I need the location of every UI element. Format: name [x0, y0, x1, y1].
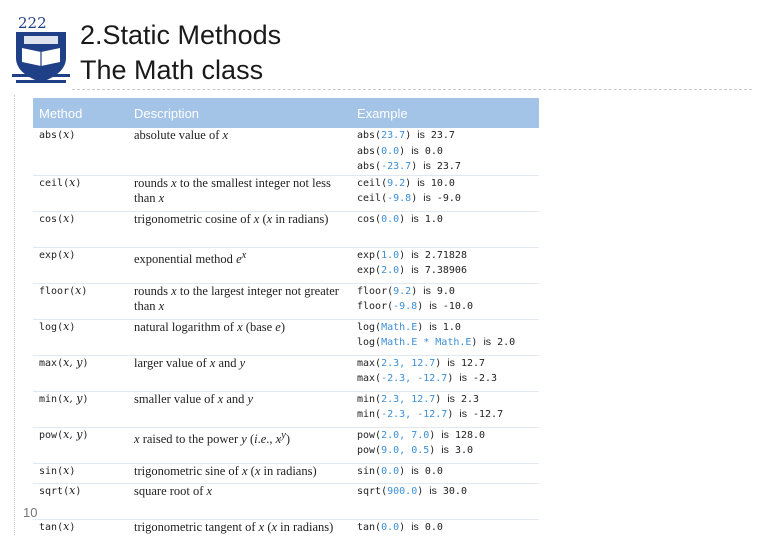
- example-arg: -9.8: [387, 193, 412, 204]
- math-variable: x: [241, 463, 248, 478]
- example-cell: [351, 483, 539, 519]
- example-result: 1.0: [442, 321, 461, 333]
- math-variable: y: [241, 431, 247, 446]
- method-args: x: [63, 319, 70, 333]
- example-line: max(2.3, 12.7) is 12.7: [357, 356, 486, 369]
- example-result: 9.0: [436, 285, 455, 297]
- example-arg: Math.E * Math.E: [381, 337, 472, 348]
- example-line: floor(9.2) is 9.0: [357, 284, 455, 297]
- example-is: is: [447, 356, 455, 369]
- math-variable: e: [260, 431, 267, 446]
- table-row: [33, 355, 539, 391]
- table-row: [33, 391, 539, 427]
- example-line: ceil(9.2) is 10.0: [357, 176, 455, 189]
- table-row: [33, 247, 539, 283]
- example-line: sin(0.0) is 0.0: [357, 464, 443, 477]
- table-body: [33, 128, 539, 555]
- example-result: 128.0: [454, 429, 486, 441]
- example-line: exp(1.0) is 2.71828: [357, 248, 467, 261]
- method-cell: tan(x): [39, 519, 76, 533]
- example-line: tan(0.0) is 0.0: [357, 520, 443, 533]
- example-arg: -9.8: [393, 301, 418, 312]
- example-cell: [351, 391, 539, 427]
- example-line: floor(-9.8) is -10.0: [357, 300, 473, 312]
- example-result: 12.7: [460, 357, 486, 369]
- example-result: 2.3: [460, 393, 480, 405]
- example-result: 3.0: [454, 445, 473, 456]
- math-variable: y: [239, 355, 246, 370]
- description-cell: exponential method $e^x$: [128, 247, 351, 283]
- math-variable: x: [258, 519, 265, 534]
- math-variable: e: [236, 251, 242, 266]
- example-is: is: [441, 428, 449, 441]
- example-is: is: [411, 464, 419, 477]
- header-example: Example: [351, 98, 539, 128]
- example-result: 0.0: [424, 145, 443, 157]
- example-result: -12.7: [473, 409, 504, 420]
- example-result: 10.0: [430, 177, 455, 189]
- method-name: tan: [39, 521, 58, 533]
- example-arg: -23.7: [381, 161, 412, 172]
- example-result: -2.3: [473, 373, 498, 384]
- example-line: cos(0.0) is 1.0: [357, 212, 443, 225]
- example-is: is: [447, 392, 455, 405]
- method-args: x: [63, 211, 70, 225]
- example-is: is: [483, 336, 492, 348]
- table-row: [33, 519, 539, 555]
- example-cell: [351, 211, 539, 247]
- example-line: pow(2.0, 7.0) is 128.0: [357, 428, 486, 441]
- method-cell: log(x): [33, 319, 128, 355]
- example-is: is: [423, 284, 431, 297]
- example-result: 1.0: [424, 213, 443, 225]
- example-arg: 9.0, 0.5: [381, 445, 430, 456]
- math-variable: x: [158, 298, 165, 313]
- university-crest-logo: [10, 14, 72, 86]
- header-description: Description: [128, 98, 351, 128]
- svg-text:222: 222: [18, 14, 47, 32]
- example-line: ceil(-9.8) is -9.0: [357, 192, 461, 204]
- table-row: [33, 427, 539, 463]
- table-row: [33, 319, 539, 355]
- method-args: x: [63, 128, 70, 141]
- math-variable: x: [134, 431, 140, 446]
- method-args: x: [63, 463, 70, 477]
- example-result: -9.0: [436, 193, 461, 204]
- example-cell: [351, 355, 539, 391]
- header-method: Method: [33, 98, 128, 128]
- method-cell: sin(x): [33, 463, 128, 483]
- math-variable: x: [237, 319, 243, 334]
- example-result: 0.0: [424, 521, 443, 533]
- example-arg: 0.0: [381, 145, 400, 157]
- example-is: is: [423, 192, 431, 204]
- description-cell: rounds x to the largest integer not greater than x: [128, 283, 351, 319]
- math-variable: x: [253, 211, 260, 226]
- method-cell: ceil(x): [33, 175, 128, 211]
- description-cell: x raised to the power y (i.e., $x^y$): [128, 427, 351, 463]
- math-variable: x: [171, 283, 177, 298]
- math-variable: x: [209, 355, 216, 370]
- example-cell: [351, 128, 539, 175]
- method-cell: exp(x): [33, 247, 128, 283]
- method-name: log: [39, 321, 58, 333]
- page-number: 10: [23, 505, 38, 520]
- slide-title: [80, 18, 281, 88]
- example-arg: 0.0: [381, 521, 400, 533]
- exponent: x: [241, 249, 247, 261]
- example-arg: 2.3, 12.7: [381, 393, 436, 405]
- method-name: sqrt: [39, 485, 64, 497]
- math-variable: x: [222, 128, 229, 142]
- example-is: is: [429, 320, 437, 333]
- example-line: max(-2.3, -12.7) is -2.3: [357, 372, 498, 384]
- example-cell: [351, 463, 539, 483]
- example-is: is: [441, 444, 449, 456]
- example-is: is: [459, 372, 467, 384]
- description-cell: natural logarithm of x (base e): [128, 319, 351, 355]
- example-line: min(2.3, 12.7) is 2.3: [357, 392, 480, 405]
- math-variable: x: [171, 175, 177, 190]
- slide-title-line2: The Math class: [80, 55, 264, 85]
- example-line: log(Math.E * Math.E) is 2.0: [357, 336, 516, 348]
- math-variable: x: [254, 463, 261, 478]
- example-is: is: [429, 484, 437, 497]
- method-args: x, y: [63, 427, 83, 441]
- example-is: is: [417, 176, 425, 189]
- example-arg: -2.3, -12.7: [381, 373, 448, 384]
- example-result: 23.7: [436, 161, 461, 172]
- math-variable: x: [275, 431, 282, 446]
- method-cell: floor(x): [33, 283, 128, 319]
- slide-title-line1: 2.Static Methods: [80, 20, 282, 50]
- description-cell: absolute value of x: [128, 128, 351, 175]
- math-variable: x: [271, 519, 278, 534]
- math-variable: e: [275, 319, 281, 334]
- example-is: is: [423, 160, 431, 172]
- method-cell: max(x, y): [33, 355, 128, 391]
- example-arg: Math.E: [381, 321, 418, 333]
- math-variable: x: [217, 391, 224, 406]
- method-args: x: [63, 247, 70, 261]
- method-args: x: [75, 283, 82, 297]
- description-cell: square root of x: [128, 483, 351, 519]
- method-name: floor: [39, 285, 70, 297]
- table-row: [33, 128, 539, 175]
- example-cell: [351, 319, 539, 355]
- method-name: cos: [39, 213, 58, 225]
- example-result: 30.0: [442, 485, 467, 497]
- description-cell: trigonometric sine of x (x in radians): [128, 463, 351, 483]
- math-variable: x: [266, 211, 273, 226]
- method-args: x: [63, 519, 70, 533]
- example-cell: [351, 427, 539, 463]
- description-cell: larger value of x and y: [128, 355, 351, 391]
- example-result: 7.38906: [424, 265, 467, 276]
- example-arg: 1.0: [381, 249, 400, 261]
- example-arg: 2.0, 7.0: [381, 429, 430, 441]
- example-cell: [351, 283, 539, 319]
- example-line: min(-2.3, -12.7) is -12.7: [357, 408, 504, 420]
- example-arg: 0.0: [381, 465, 400, 477]
- table-row: [33, 283, 539, 319]
- math-variable: i: [254, 431, 258, 446]
- title-divider: [72, 89, 752, 90]
- example-arg: -2.3, -12.7: [381, 409, 448, 420]
- description-cell: rounds x to the smallest integer not less than x: [128, 175, 351, 211]
- method-cell: abs(x): [33, 128, 128, 175]
- math-variable: x: [206, 483, 213, 498]
- math-methods-table: [33, 98, 539, 555]
- example-line: exp(2.0) is 7.38906: [357, 264, 467, 276]
- example-is: is: [417, 129, 425, 141]
- table-row: [33, 463, 539, 483]
- example-is: is: [411, 144, 419, 157]
- method-name: max: [39, 357, 58, 369]
- example-is: is: [411, 264, 419, 276]
- description-cell: trigonometric cosine of x (x in radians): [128, 211, 351, 247]
- example-arg: 9.2: [393, 285, 412, 297]
- method-args: x, y: [63, 391, 83, 405]
- method-cell: sqrt(x): [33, 483, 128, 519]
- example-is: is: [411, 212, 419, 225]
- method-name: sin: [39, 465, 58, 477]
- example-arg: 2.0: [381, 265, 400, 276]
- example-result: 2.71828: [424, 249, 467, 261]
- example-cell: [351, 175, 539, 211]
- example-line: pow(9.0, 0.5) is 3.0: [357, 444, 473, 456]
- description-cell: smaller value of x and y: [128, 391, 351, 427]
- method-args: x: [69, 175, 76, 189]
- example-line: sqrt(900.0) is 30.0: [357, 484, 467, 497]
- left-margin-line: [14, 95, 15, 535]
- example-arg: 900.0: [387, 485, 418, 497]
- example-cell: [351, 519, 539, 555]
- method-name: min: [39, 393, 58, 405]
- description-cell: trigonometric tangent of x (x in radians): [134, 519, 334, 534]
- example-line: abs(-23.7) is 23.7: [357, 160, 461, 172]
- example-result: 2.0: [497, 337, 516, 348]
- example-arg: 23.7: [381, 130, 406, 141]
- example-result: 23.7: [430, 130, 455, 141]
- method-name: abs: [39, 130, 58, 141]
- example-arg: 2.3, 12.7: [381, 357, 436, 369]
- example-line: log(Math.E) is 1.0: [357, 320, 461, 333]
- math-variable: x: [158, 190, 165, 205]
- method-cell: pow(x, y): [33, 427, 128, 463]
- example-arg: 9.2: [387, 177, 406, 189]
- example-is: is: [411, 248, 419, 261]
- method-name: exp: [39, 249, 58, 261]
- example-is: is: [411, 520, 419, 533]
- example-arg: 0.0: [381, 213, 400, 225]
- example-line: abs(0.0) is 0.0: [357, 144, 443, 157]
- example-result: 0.0: [424, 465, 443, 477]
- method-args: x, y: [63, 355, 83, 369]
- math-variable: y: [247, 391, 254, 406]
- table-row: [33, 483, 539, 519]
- example-cell: [351, 247, 539, 283]
- example-result: -10.0: [442, 301, 473, 312]
- example-line: abs(23.7) is 23.7: [357, 129, 455, 141]
- method-name: ceil: [39, 177, 64, 189]
- method-cell: cos(x): [33, 211, 128, 247]
- method-cell: min(x, y): [33, 391, 128, 427]
- table-header-row: [33, 98, 539, 128]
- example-is: is: [459, 408, 467, 420]
- example-is: is: [429, 300, 437, 312]
- method-name: pow: [39, 429, 58, 441]
- table-row: [33, 175, 539, 211]
- table-row: [33, 211, 539, 247]
- exponent: y: [281, 429, 286, 441]
- method-args: x: [69, 483, 76, 497]
